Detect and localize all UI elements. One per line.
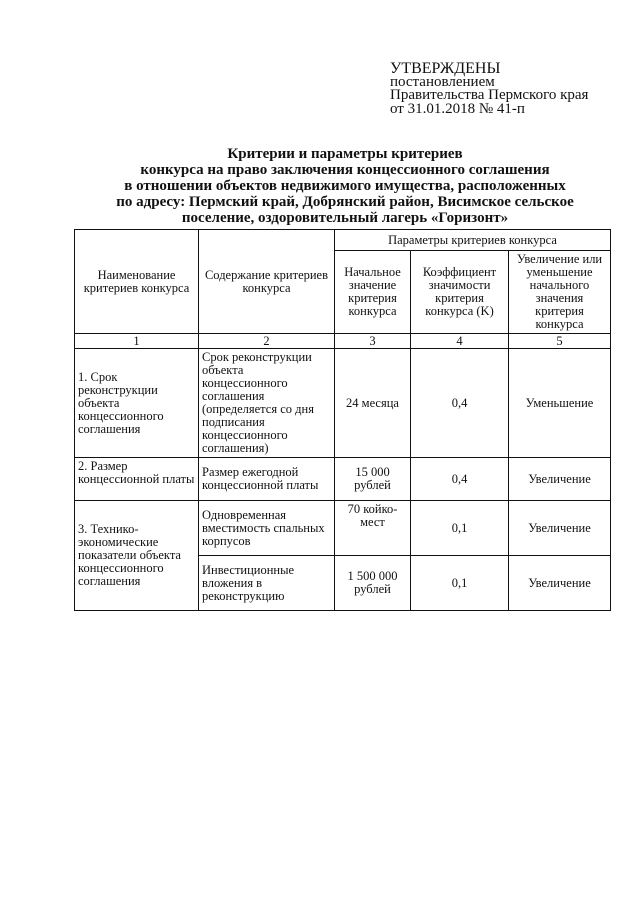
title-line-3: в отношении объектов недвижимого имущества, расположенных (124, 178, 566, 194)
criterion-coef: 0,1 (411, 501, 509, 556)
criterion-direction: Увеличение (509, 556, 611, 611)
title-line-4: по адресу: Пермский край, Добрянский район, Висимское сельское (116, 194, 574, 210)
table-row (75, 349, 611, 458)
column-number: 2 (199, 334, 335, 349)
column-number: 3 (335, 334, 411, 349)
header-initial: Начальное значение критерия конкурса (335, 251, 411, 334)
title-line-1: Критерии и параметры критериев (227, 146, 463, 162)
criterion-initial: 70 койко-мест (335, 501, 411, 556)
criterion-name: 3. Технико-экономические показатели объекта концессионного соглашения (75, 501, 199, 611)
approval-line-4: от 31.01.2018 № 41-п (390, 100, 525, 117)
header-content: Содержание критериев конкурса (199, 230, 335, 334)
column-number: 4 (411, 334, 509, 349)
column-number: 5 (509, 334, 611, 349)
criterion-content: Размер ежегодной концессионной платы (199, 458, 335, 501)
header-direction: Увеличение или уменьшение начального значения критерия конкурса (509, 251, 611, 334)
approval-line-2: постановлением (390, 73, 495, 90)
header-name: Наименование критериев конкурса (75, 230, 199, 334)
document-title (110, 146, 580, 226)
table-row (75, 501, 611, 556)
criterion-initial: 1 500 000 рублей (335, 556, 411, 611)
criterion-content: Срок реконструкции объекта концессионного соглашения (определяется со дня подписания концессионного соглашения) (199, 349, 335, 458)
criterion-initial: 15 000 рублей (335, 458, 411, 501)
header-params-group: Параметры критериев конкурса (335, 230, 611, 251)
approval-line-3: Правительства Пермского края (390, 87, 589, 103)
approval-title: УТВЕРЖДЕНЫ (390, 60, 501, 77)
criterion-content: Одновременная вместимость спальных корпусов (199, 501, 335, 556)
criteria-table (74, 229, 611, 611)
criterion-initial: 24 месяца (335, 349, 411, 458)
header-row-1 (75, 230, 611, 251)
column-numbers-row (75, 334, 611, 349)
column-number: 1 (75, 334, 199, 349)
criterion-direction: Увеличение (509, 501, 611, 556)
criterion-coef: 0,4 (411, 349, 509, 458)
criterion-content: Инвестиционные вложения в реконструкцию (199, 556, 335, 611)
header-coef: Коэффициент значимости критерия конкурса (K) (411, 251, 509, 334)
title-line-2: конкурса на право заключения концессионного соглашения (140, 162, 550, 178)
criterion-name: 1. Срок реконструкции объекта концессионного соглашения (75, 349, 199, 458)
approval-stamp (390, 62, 588, 116)
criterion-coef: 0,4 (411, 458, 509, 501)
criterion-direction: Увеличение (509, 458, 611, 501)
criterion-coef: 0,1 (411, 556, 509, 611)
criterion-name: 2. Размер концессионной платы (75, 458, 199, 501)
criterion-direction: Уменьшение (509, 349, 611, 458)
table-row (75, 458, 611, 501)
title-line-5: поселение, оздоровительный лагерь «Горизонт» (181, 210, 509, 226)
